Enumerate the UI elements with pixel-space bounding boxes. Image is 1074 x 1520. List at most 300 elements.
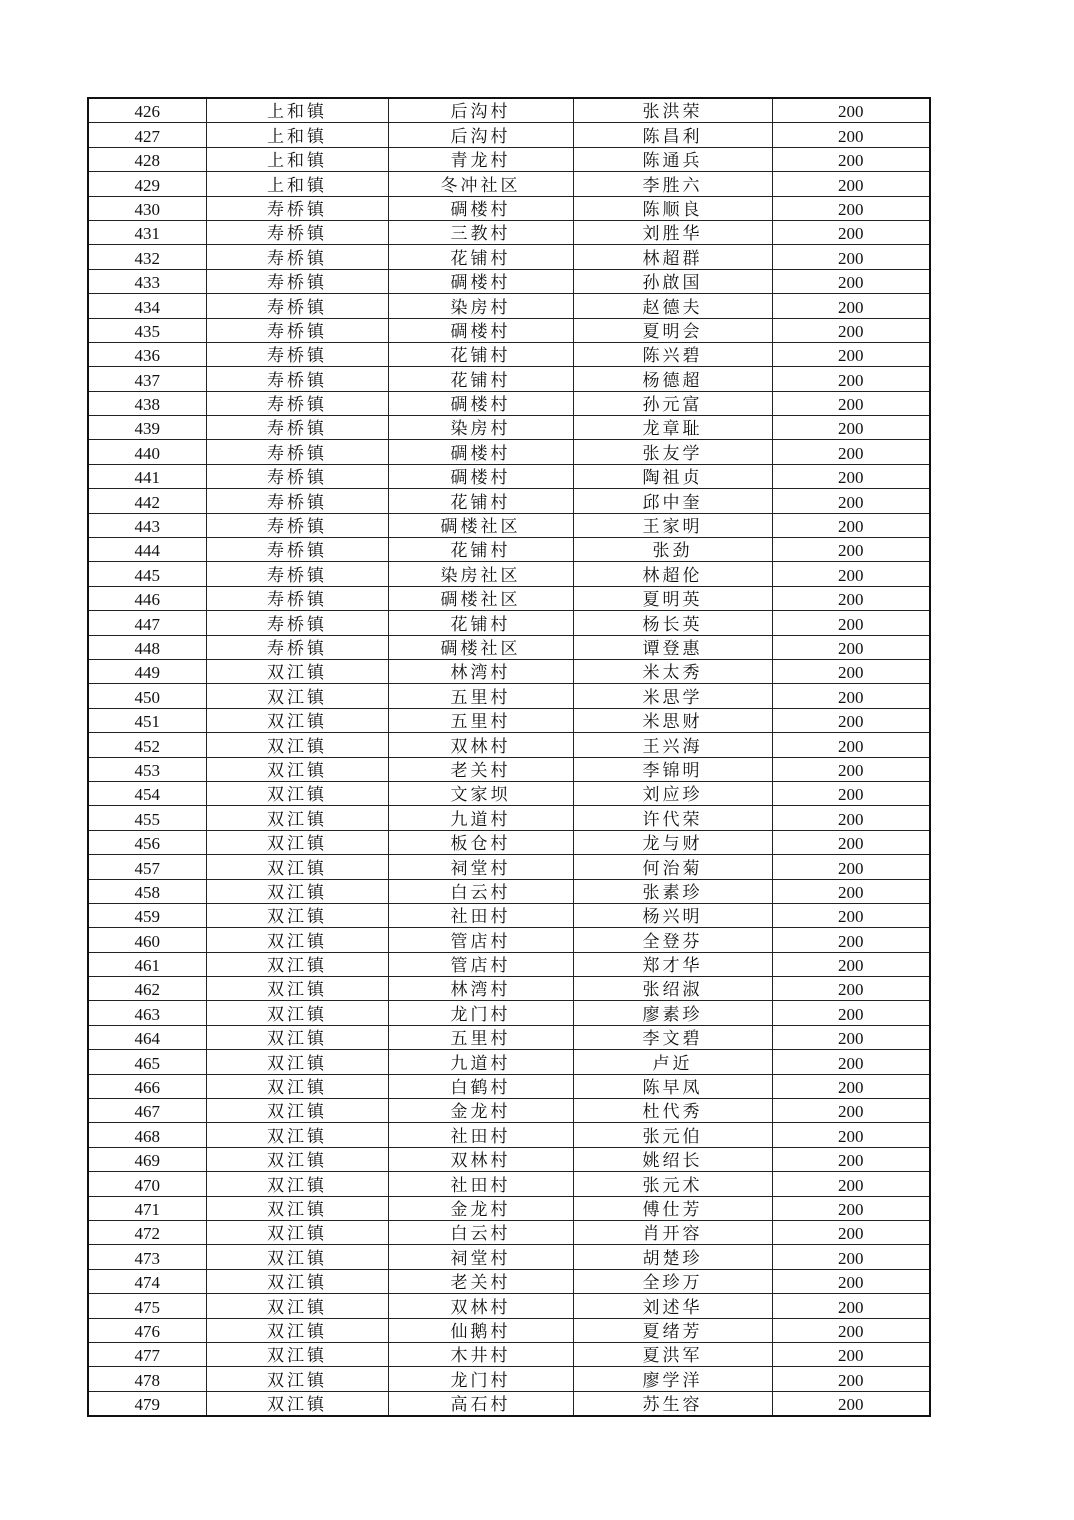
name-cell: 陈早凤 (573, 1074, 772, 1098)
table-row (88, 318, 930, 342)
name-cell: 夏明会 (573, 318, 772, 342)
table-row (88, 611, 930, 635)
town-cell: 寿桥镇 (206, 562, 388, 586)
name-cell: 夏洪军 (573, 1342, 772, 1366)
table-row (88, 855, 930, 879)
town-cell: 双江镇 (206, 684, 388, 708)
name-cell: 杜代秀 (573, 1099, 772, 1123)
village-cell: 双林村 (388, 1147, 573, 1171)
amount-cell: 200 (772, 513, 930, 537)
serial-number-cell: 478 (88, 1367, 206, 1391)
village-cell: 染房村 (388, 294, 573, 318)
amount-cell: 200 (772, 1025, 930, 1049)
serial-number-cell: 431 (88, 220, 206, 244)
serial-number-cell: 445 (88, 562, 206, 586)
amount-cell: 200 (772, 489, 930, 513)
table-row (88, 269, 930, 293)
table-row (88, 635, 930, 659)
serial-number-cell: 456 (88, 830, 206, 854)
town-cell: 上和镇 (206, 98, 388, 123)
amount-cell: 200 (772, 342, 930, 366)
amount-cell: 200 (772, 806, 930, 830)
town-cell: 寿桥镇 (206, 391, 388, 415)
town-cell: 寿桥镇 (206, 489, 388, 513)
table-row (88, 98, 930, 123)
table-row (88, 1245, 930, 1269)
amount-cell: 200 (772, 172, 930, 196)
serial-number-cell: 475 (88, 1294, 206, 1318)
table-row (88, 1220, 930, 1244)
name-cell: 米太秀 (573, 659, 772, 683)
village-cell: 板仓村 (388, 830, 573, 854)
name-cell: 全登芬 (573, 928, 772, 952)
village-cell: 碉楼社区 (388, 513, 573, 537)
town-cell: 寿桥镇 (206, 220, 388, 244)
amount-cell: 200 (772, 952, 930, 976)
table-row (88, 220, 930, 244)
serial-number-cell: 435 (88, 318, 206, 342)
amount-cell: 200 (772, 903, 930, 927)
serial-number-cell: 476 (88, 1318, 206, 1342)
table-row (88, 1123, 930, 1147)
amount-cell: 200 (772, 635, 930, 659)
serial-number-cell: 473 (88, 1245, 206, 1269)
town-cell: 寿桥镇 (206, 611, 388, 635)
name-cell: 张劲 (573, 538, 772, 562)
serial-number-cell: 442 (88, 489, 206, 513)
amount-cell: 200 (772, 1391, 930, 1416)
village-cell: 高石村 (388, 1391, 573, 1416)
name-cell: 孙元富 (573, 391, 772, 415)
town-cell: 寿桥镇 (206, 464, 388, 488)
town-cell: 寿桥镇 (206, 294, 388, 318)
serial-number-cell: 468 (88, 1123, 206, 1147)
table-row (88, 1196, 930, 1220)
table-row (88, 1074, 930, 1098)
name-cell: 林超伦 (573, 562, 772, 586)
village-cell: 文家坝 (388, 781, 573, 805)
amount-cell: 200 (772, 269, 930, 293)
serial-number-cell: 440 (88, 440, 206, 464)
table-row (88, 1294, 930, 1318)
serial-number-cell: 428 (88, 147, 206, 171)
village-cell: 金龙村 (388, 1099, 573, 1123)
village-cell: 社田村 (388, 903, 573, 927)
village-cell: 金龙村 (388, 1196, 573, 1220)
amount-cell: 200 (772, 220, 930, 244)
village-cell: 木井村 (388, 1342, 573, 1366)
serial-number-cell: 461 (88, 952, 206, 976)
amount-cell: 200 (772, 391, 930, 415)
table-row (88, 147, 930, 171)
town-cell: 双江镇 (206, 1220, 388, 1244)
village-cell: 九道村 (388, 1050, 573, 1074)
town-cell: 寿桥镇 (206, 513, 388, 537)
name-cell: 卢近 (573, 1050, 772, 1074)
name-cell: 陈兴碧 (573, 342, 772, 366)
name-cell: 刘述华 (573, 1294, 772, 1318)
table-row (88, 342, 930, 366)
roster-table (87, 97, 931, 1417)
amount-cell: 200 (772, 1074, 930, 1098)
town-cell: 寿桥镇 (206, 318, 388, 342)
village-cell: 染房村 (388, 416, 573, 440)
town-cell: 双江镇 (206, 1123, 388, 1147)
village-cell: 白云村 (388, 1220, 573, 1244)
name-cell: 刘应珍 (573, 781, 772, 805)
table-row (88, 294, 930, 318)
amount-cell: 200 (772, 1245, 930, 1269)
name-cell: 杨兴明 (573, 903, 772, 927)
town-cell: 寿桥镇 (206, 342, 388, 366)
table-row (88, 416, 930, 440)
name-cell: 杨长英 (573, 611, 772, 635)
table-row (88, 684, 930, 708)
village-cell: 林湾村 (388, 659, 573, 683)
name-cell: 林超群 (573, 245, 772, 269)
village-cell: 老关村 (388, 1269, 573, 1293)
table-row (88, 757, 930, 781)
serial-number-cell: 432 (88, 245, 206, 269)
table-row (88, 1367, 930, 1391)
serial-number-cell: 465 (88, 1050, 206, 1074)
serial-number-cell: 444 (88, 538, 206, 562)
table-row (88, 830, 930, 854)
table-row (88, 1099, 930, 1123)
village-cell: 花铺村 (388, 489, 573, 513)
amount-cell: 200 (772, 367, 930, 391)
name-cell: 许代荣 (573, 806, 772, 830)
name-cell: 夏明英 (573, 586, 772, 610)
name-cell: 龙与财 (573, 830, 772, 854)
amount-cell: 200 (772, 538, 930, 562)
name-cell: 全珍万 (573, 1269, 772, 1293)
table-row (88, 659, 930, 683)
name-cell: 陶祖贞 (573, 464, 772, 488)
amount-cell: 200 (772, 855, 930, 879)
amount-cell: 200 (772, 977, 930, 1001)
serial-number-cell: 471 (88, 1196, 206, 1220)
village-cell: 社田村 (388, 1123, 573, 1147)
amount-cell: 200 (772, 1294, 930, 1318)
amount-cell: 200 (772, 757, 930, 781)
town-cell: 双江镇 (206, 1025, 388, 1049)
amount-cell: 200 (772, 123, 930, 147)
amount-cell: 200 (772, 1220, 930, 1244)
serial-number-cell: 464 (88, 1025, 206, 1049)
town-cell: 双江镇 (206, 1391, 388, 1416)
town-cell: 上和镇 (206, 123, 388, 147)
town-cell: 双江镇 (206, 1172, 388, 1196)
name-cell: 米思学 (573, 684, 772, 708)
serial-number-cell: 466 (88, 1074, 206, 1098)
amount-cell: 200 (772, 879, 930, 903)
table-row (88, 513, 930, 537)
table-row (88, 196, 930, 220)
name-cell: 廖学洋 (573, 1367, 772, 1391)
name-cell: 姚绍长 (573, 1147, 772, 1171)
village-cell: 花铺村 (388, 342, 573, 366)
serial-number-cell: 437 (88, 367, 206, 391)
table-row (88, 781, 930, 805)
village-cell: 双林村 (388, 733, 573, 757)
table-row (88, 806, 930, 830)
name-cell: 张绍淑 (573, 977, 772, 1001)
town-cell: 上和镇 (206, 172, 388, 196)
serial-number-cell: 450 (88, 684, 206, 708)
town-cell: 双江镇 (206, 1294, 388, 1318)
name-cell: 陈顺良 (573, 196, 772, 220)
name-cell: 陈昌利 (573, 123, 772, 147)
table-row (88, 1342, 930, 1366)
amount-cell: 200 (772, 708, 930, 732)
table-row (88, 245, 930, 269)
table-row (88, 903, 930, 927)
serial-number-cell: 457 (88, 855, 206, 879)
town-cell: 双江镇 (206, 1196, 388, 1220)
town-cell: 寿桥镇 (206, 196, 388, 220)
serial-number-cell: 470 (88, 1172, 206, 1196)
serial-number-cell: 446 (88, 586, 206, 610)
town-cell: 双江镇 (206, 733, 388, 757)
table-row (88, 1172, 930, 1196)
name-cell: 张素珍 (573, 879, 772, 903)
name-cell: 肖开容 (573, 1220, 772, 1244)
village-cell: 青龙村 (388, 147, 573, 171)
amount-cell: 200 (772, 440, 930, 464)
name-cell: 张洪荣 (573, 98, 772, 123)
town-cell: 寿桥镇 (206, 538, 388, 562)
village-cell: 花铺村 (388, 367, 573, 391)
serial-number-cell: 459 (88, 903, 206, 927)
serial-number-cell: 427 (88, 123, 206, 147)
serial-number-cell: 430 (88, 196, 206, 220)
name-cell: 刘胜华 (573, 220, 772, 244)
amount-cell: 200 (772, 1001, 930, 1025)
serial-number-cell: 477 (88, 1342, 206, 1366)
village-cell: 仙鹅村 (388, 1318, 573, 1342)
table-row (88, 172, 930, 196)
village-cell: 祠堂村 (388, 855, 573, 879)
town-cell: 双江镇 (206, 1318, 388, 1342)
serial-number-cell: 458 (88, 879, 206, 903)
amount-cell: 200 (772, 318, 930, 342)
amount-cell: 200 (772, 928, 930, 952)
table-row (88, 928, 930, 952)
serial-number-cell: 429 (88, 172, 206, 196)
amount-cell: 200 (772, 781, 930, 805)
town-cell: 双江镇 (206, 708, 388, 732)
name-cell: 李锦明 (573, 757, 772, 781)
town-cell: 寿桥镇 (206, 416, 388, 440)
name-cell: 郑才华 (573, 952, 772, 976)
town-cell: 双江镇 (206, 1342, 388, 1366)
table-row (88, 538, 930, 562)
name-cell: 孙啟国 (573, 269, 772, 293)
village-cell: 五里村 (388, 708, 573, 732)
name-cell: 李胜六 (573, 172, 772, 196)
village-cell: 龙门村 (388, 1367, 573, 1391)
village-cell: 后沟村 (388, 98, 573, 123)
serial-number-cell: 462 (88, 977, 206, 1001)
name-cell: 米思财 (573, 708, 772, 732)
roster-body (88, 98, 930, 1416)
town-cell: 双江镇 (206, 1269, 388, 1293)
amount-cell: 200 (772, 1196, 930, 1220)
serial-number-cell: 453 (88, 757, 206, 781)
village-cell: 五里村 (388, 1025, 573, 1049)
name-cell: 夏绪芳 (573, 1318, 772, 1342)
serial-number-cell: 438 (88, 391, 206, 415)
table-row (88, 1318, 930, 1342)
village-cell: 老关村 (388, 757, 573, 781)
serial-number-cell: 454 (88, 781, 206, 805)
table-row (88, 1001, 930, 1025)
village-cell: 冬冲社区 (388, 172, 573, 196)
table-row (88, 1391, 930, 1416)
name-cell: 王兴海 (573, 733, 772, 757)
table-row (88, 123, 930, 147)
amount-cell: 200 (772, 830, 930, 854)
village-cell: 双林村 (388, 1294, 573, 1318)
village-cell: 龙门村 (388, 1001, 573, 1025)
name-cell: 王家明 (573, 513, 772, 537)
amount-cell: 200 (772, 659, 930, 683)
table-row (88, 1050, 930, 1074)
serial-number-cell: 426 (88, 98, 206, 123)
town-cell: 双江镇 (206, 757, 388, 781)
serial-number-cell: 472 (88, 1220, 206, 1244)
serial-number-cell: 452 (88, 733, 206, 757)
town-cell: 双江镇 (206, 781, 388, 805)
name-cell: 廖素珍 (573, 1001, 772, 1025)
table-row (88, 977, 930, 1001)
town-cell: 寿桥镇 (206, 245, 388, 269)
serial-number-cell: 479 (88, 1391, 206, 1416)
name-cell: 张元术 (573, 1172, 772, 1196)
village-cell: 三教村 (388, 220, 573, 244)
amount-cell: 200 (772, 98, 930, 123)
name-cell: 邱中奎 (573, 489, 772, 513)
serial-number-cell: 449 (88, 659, 206, 683)
village-cell: 白鹤村 (388, 1074, 573, 1098)
table-row (88, 489, 930, 513)
table-row (88, 367, 930, 391)
town-cell: 双江镇 (206, 879, 388, 903)
village-cell: 祠堂村 (388, 1245, 573, 1269)
table-row (88, 440, 930, 464)
town-cell: 寿桥镇 (206, 635, 388, 659)
serial-number-cell: 448 (88, 635, 206, 659)
town-cell: 双江镇 (206, 1147, 388, 1171)
name-cell: 苏生容 (573, 1391, 772, 1416)
serial-number-cell: 443 (88, 513, 206, 537)
serial-number-cell: 433 (88, 269, 206, 293)
village-cell: 碉楼社区 (388, 635, 573, 659)
name-cell: 张友学 (573, 440, 772, 464)
amount-cell: 200 (772, 586, 930, 610)
serial-number-cell: 455 (88, 806, 206, 830)
amount-cell: 200 (772, 1172, 930, 1196)
town-cell: 双江镇 (206, 903, 388, 927)
village-cell: 花铺村 (388, 538, 573, 562)
amount-cell: 200 (772, 1147, 930, 1171)
amount-cell: 200 (772, 1099, 930, 1123)
serial-number-cell: 439 (88, 416, 206, 440)
table-row (88, 879, 930, 903)
village-cell: 后沟村 (388, 123, 573, 147)
amount-cell: 200 (772, 1123, 930, 1147)
village-cell: 管店村 (388, 928, 573, 952)
village-cell: 社田村 (388, 1172, 573, 1196)
village-cell: 碉楼村 (388, 440, 573, 464)
amount-cell: 200 (772, 147, 930, 171)
village-cell: 管店村 (388, 952, 573, 976)
table-row (88, 586, 930, 610)
serial-number-cell: 474 (88, 1269, 206, 1293)
village-cell: 林湾村 (388, 977, 573, 1001)
town-cell: 双江镇 (206, 1074, 388, 1098)
village-cell: 碉楼社区 (388, 586, 573, 610)
village-cell: 碉楼村 (388, 269, 573, 293)
village-cell: 花铺村 (388, 245, 573, 269)
table-row (88, 562, 930, 586)
serial-number-cell: 463 (88, 1001, 206, 1025)
village-cell: 碉楼村 (388, 464, 573, 488)
serial-number-cell: 447 (88, 611, 206, 635)
town-cell: 双江镇 (206, 977, 388, 1001)
amount-cell: 200 (772, 1050, 930, 1074)
name-cell: 李文碧 (573, 1025, 772, 1049)
serial-number-cell: 460 (88, 928, 206, 952)
town-cell: 寿桥镇 (206, 440, 388, 464)
name-cell: 谭登惠 (573, 635, 772, 659)
village-cell: 九道村 (388, 806, 573, 830)
town-cell: 双江镇 (206, 1099, 388, 1123)
serial-number-cell: 434 (88, 294, 206, 318)
name-cell: 胡楚珍 (573, 1245, 772, 1269)
amount-cell: 200 (772, 294, 930, 318)
table-row (88, 708, 930, 732)
name-cell: 龙章耻 (573, 416, 772, 440)
amount-cell: 200 (772, 1269, 930, 1293)
village-cell: 白云村 (388, 879, 573, 903)
town-cell: 双江镇 (206, 806, 388, 830)
table-row (88, 1269, 930, 1293)
town-cell: 双江镇 (206, 830, 388, 854)
name-cell: 何治菊 (573, 855, 772, 879)
town-cell: 双江镇 (206, 1245, 388, 1269)
amount-cell: 200 (772, 733, 930, 757)
name-cell: 张元伯 (573, 1123, 772, 1147)
town-cell: 寿桥镇 (206, 367, 388, 391)
amount-cell: 200 (772, 1318, 930, 1342)
town-cell: 双江镇 (206, 1001, 388, 1025)
village-cell: 碉楼村 (388, 318, 573, 342)
serial-number-cell: 467 (88, 1099, 206, 1123)
village-cell: 碉楼村 (388, 391, 573, 415)
serial-number-cell: 451 (88, 708, 206, 732)
amount-cell: 200 (772, 562, 930, 586)
table-row (88, 733, 930, 757)
town-cell: 双江镇 (206, 659, 388, 683)
amount-cell: 200 (772, 416, 930, 440)
amount-cell: 200 (772, 464, 930, 488)
serial-number-cell: 436 (88, 342, 206, 366)
amount-cell: 200 (772, 684, 930, 708)
town-cell: 双江镇 (206, 928, 388, 952)
amount-cell: 200 (772, 245, 930, 269)
